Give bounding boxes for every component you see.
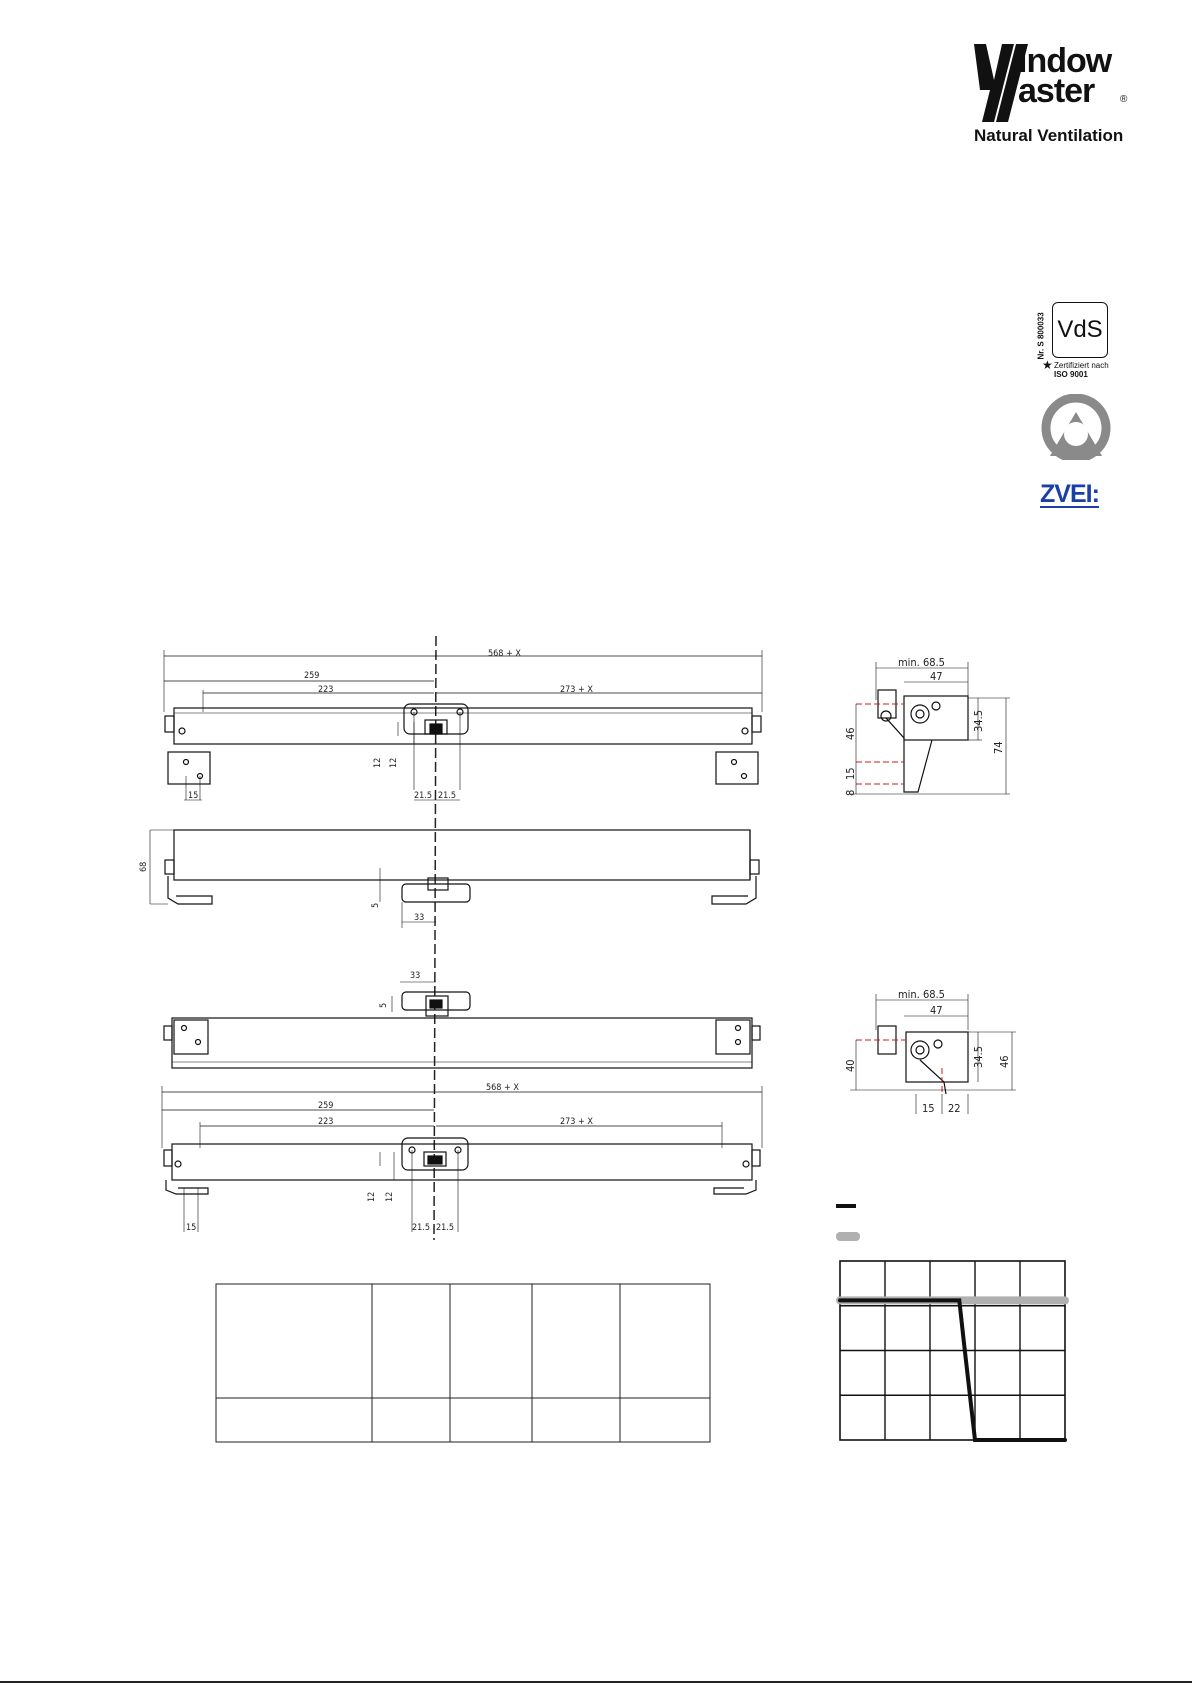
dim-offset-b-1: 12 <box>389 757 399 768</box>
profile-view-1-labels <box>844 656 1005 796</box>
dim-overall-2: 568 + X <box>486 1083 519 1093</box>
dim-small-height: 5 <box>371 902 381 908</box>
legend-swatch-gray <box>836 1232 860 1241</box>
logo-tagline: Natural Ventilation <box>974 126 1124 145</box>
zvei-logo: ZVEI: <box>1040 480 1099 508</box>
logo-line-master: aster <box>1018 72 1095 110</box>
dim-height-left-1: 46 <box>844 727 857 740</box>
dim-bracket-1: 15 <box>188 791 199 801</box>
dim-width-1: 47 <box>930 670 943 683</box>
dim-center-left-1: 21.5 <box>414 791 433 801</box>
dim-center-left-2: 21.5 <box>412 1223 431 1233</box>
dim-height-left-2: 40 <box>844 1059 857 1072</box>
dim-min-width-2: min. 68.5 <box>898 988 945 1001</box>
star-icon: ★ <box>1042 358 1053 372</box>
plan-view-top-labels <box>188 649 593 801</box>
dim-center-right-2: 21.5 <box>436 1223 455 1233</box>
registered-mark: ® <box>1120 94 1128 105</box>
dim-left-short-2: 223 <box>318 1117 334 1127</box>
dim-bottom-a-1: 15 <box>844 767 857 780</box>
profile-view-2-labels <box>844 988 1011 1115</box>
spec-table <box>216 1284 710 1442</box>
dim-left-long-1: 259 <box>304 671 320 681</box>
dim-offset-a-2: 12 <box>367 1191 377 1202</box>
dim-offset-a-1: 12 <box>373 757 383 768</box>
side-view-labels <box>139 862 424 923</box>
dim-total-height-2: 46 <box>998 1055 1011 1068</box>
dim-right-1: 273 + X <box>560 685 593 695</box>
dim-overall-1: 568 + X <box>488 649 521 659</box>
plan-view-bottom <box>162 982 762 1232</box>
dim-height-right-2: 34.5 <box>972 1045 985 1068</box>
dim-bracket-width: 33 <box>414 913 425 923</box>
chart-legend <box>836 1204 860 1241</box>
vds-note-1: Zertifiziert nach <box>1054 361 1109 370</box>
dim-width-2: 47 <box>930 1004 943 1017</box>
dim-bottom-right-2: 22 <box>948 1102 961 1115</box>
dim-height-right-1: 34.5 <box>972 709 985 732</box>
dim-bracket-width-2: 33 <box>410 971 421 981</box>
dim-small-height-2: 5 <box>379 1002 389 1008</box>
dim-bottom-b-1: 8 <box>844 789 857 796</box>
dim-right-2: 273 + X <box>560 1117 593 1127</box>
dim-left-short-1: 223 <box>318 685 334 695</box>
dim-center-right-1: 21.5 <box>438 791 457 801</box>
dim-height: 68 <box>139 861 149 872</box>
plan-view-bottom-labels <box>186 971 593 1233</box>
vds-mark: VdS <box>1057 316 1103 343</box>
vds-number: Nr. S 800033 <box>1036 312 1046 360</box>
dim-bottom-left-2: 15 <box>922 1102 935 1115</box>
plan-view-top <box>164 650 762 800</box>
dim-offset-b-2: 12 <box>385 1191 395 1202</box>
force-chart <box>840 1261 1065 1440</box>
dim-left-long-2: 259 <box>318 1101 334 1111</box>
legend-swatch-black <box>836 1204 856 1208</box>
dim-min-width-1: min. 68.5 <box>898 656 945 669</box>
dim-total-height-1: 74 <box>992 741 1005 754</box>
vds-note-2: ISO 9001 <box>1054 370 1088 379</box>
side-view <box>150 830 759 928</box>
chart-series-black <box>840 1300 1065 1440</box>
dim-bracket-2: 15 <box>186 1223 197 1233</box>
logo-line-window: indow <box>1018 42 1112 80</box>
